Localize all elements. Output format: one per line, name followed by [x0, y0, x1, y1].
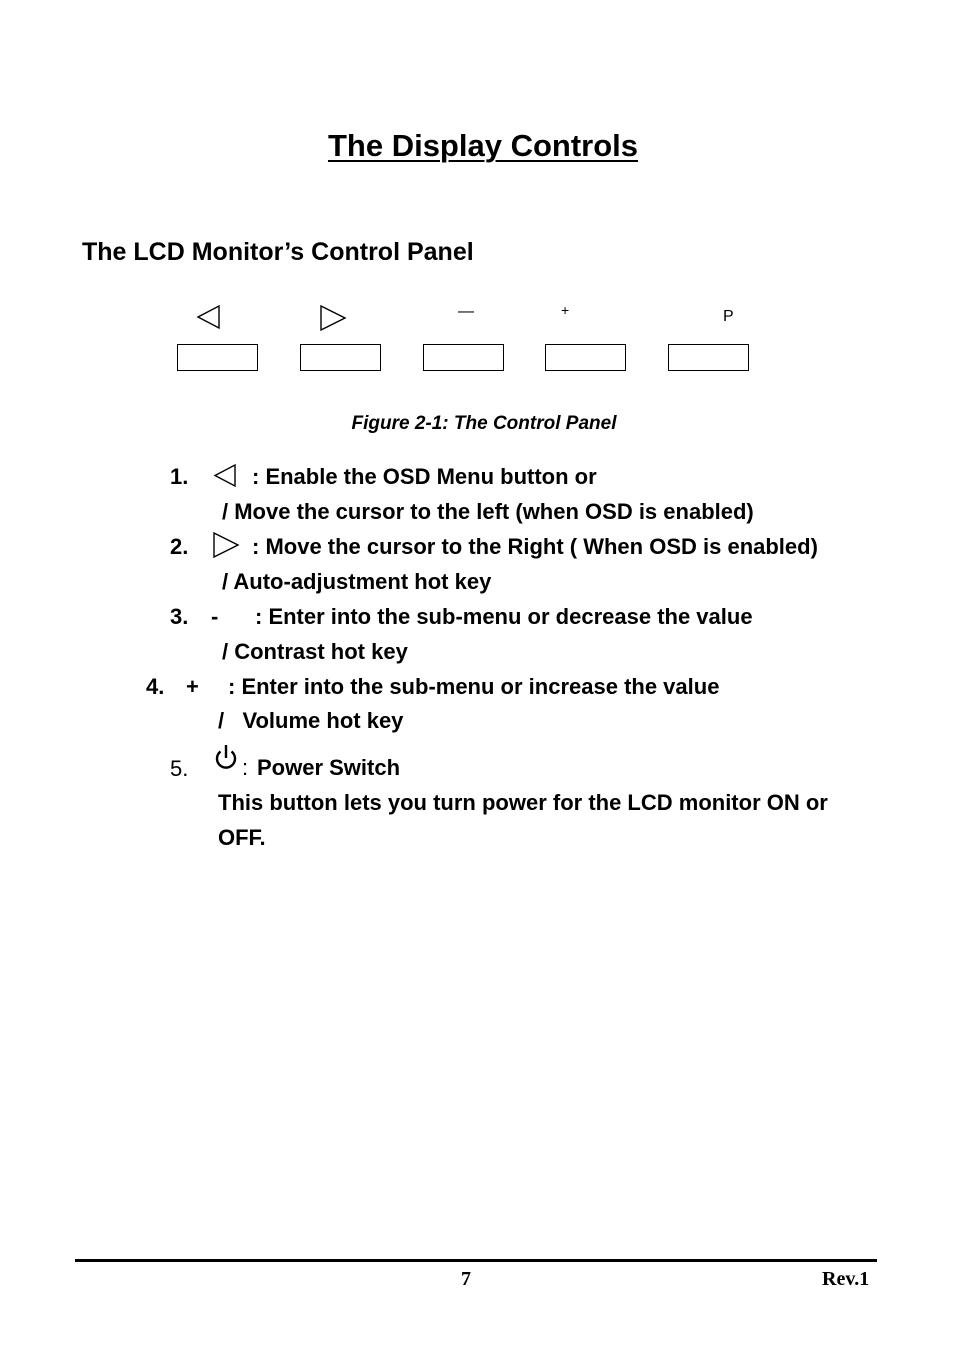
left-triangle-icon	[196, 304, 222, 330]
footer-divider	[75, 1259, 877, 1262]
power-icon: P	[723, 308, 734, 325]
page-number: 7	[461, 1268, 471, 1290]
item-5-colon: :	[242, 755, 249, 780]
item-4-continuation: / Volume hot key	[218, 708, 404, 733]
left-triangle-icon	[212, 463, 238, 489]
item-5-desc-line1: This button lets you turn power for the LCD monitor ON or	[218, 790, 828, 815]
revision-label: Rev.1	[822, 1268, 870, 1290]
right-triangle-icon	[212, 531, 240, 559]
item-2-text: : Move the cursor to the Right ( When OSD is enabled)	[252, 534, 818, 559]
item-5-number: 5.	[170, 756, 189, 781]
item-3-number: 3.	[170, 604, 189, 629]
minus-icon: —	[458, 303, 474, 320]
minus-button[interactable]	[423, 344, 504, 371]
item-3-text: : Enter into the sub-menu or decrease the value	[255, 604, 753, 629]
item-4-number: 4.	[146, 674, 165, 699]
section-heading: The LCD Monitor’s Control Panel	[82, 238, 474, 266]
plus-icon: +	[561, 302, 570, 318]
left-button[interactable]	[177, 344, 258, 371]
item-1-number: 1.	[170, 464, 189, 489]
item-5-text: Power Switch	[257, 755, 401, 780]
item-2-number: 2.	[170, 534, 189, 559]
item-5-desc-line2: OFF.	[218, 825, 266, 850]
item-1-text: : Enable the OSD Menu button or	[252, 464, 597, 489]
item-3-symbol: -	[211, 604, 219, 629]
page-title: The Display Controls	[327, 128, 639, 163]
item-1-continuation: / Move the cursor to the left (when OSD is enabled)	[222, 499, 754, 524]
right-triangle-icon	[319, 304, 347, 332]
item-2-continuation: / Auto-adjustment hot key	[222, 569, 492, 594]
item-4-symbol: +	[186, 674, 199, 699]
figure-caption: Figure 2-1: The Control Panel	[351, 413, 617, 434]
power-button[interactable]	[668, 344, 749, 371]
item-3-continuation: / Contrast hot key	[222, 639, 408, 664]
plus-button[interactable]	[545, 344, 626, 371]
power-icon	[212, 742, 240, 772]
item-4-text: : Enter into the sub-menu or increase the value	[228, 674, 720, 699]
right-button[interactable]	[300, 344, 381, 371]
